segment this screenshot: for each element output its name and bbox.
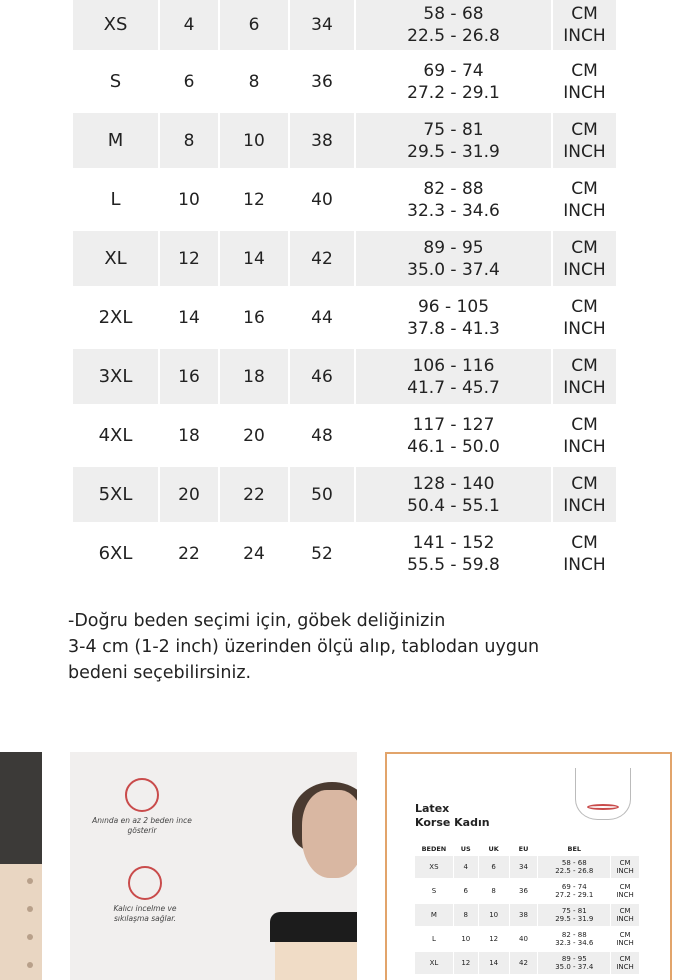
cell-value: XS — [103, 14, 128, 35]
mini-cell-value: 89 - 95 — [561, 955, 587, 963]
table-cell-bel — [356, 408, 551, 463]
mini-cell-value: 82 - 88 — [561, 931, 587, 939]
cell-value: 27.2 - 29.1 — [407, 82, 500, 103]
cell-value: 6 — [248, 15, 260, 35]
table-cell-size — [73, 54, 158, 109]
model-bra — [270, 912, 357, 942]
mini-cell-value: M — [430, 911, 437, 919]
table-cell-size — [73, 526, 158, 581]
table-cell-bel — [356, 349, 551, 404]
table-cell-eu — [290, 408, 354, 463]
mini-cell — [454, 928, 478, 950]
table-cell-unit — [553, 0, 616, 50]
model-corset — [275, 942, 357, 980]
feature-slimming — [92, 778, 192, 836]
size-table — [73, 0, 616, 585]
mini-table-header — [415, 842, 640, 856]
table-cell-unit — [553, 172, 616, 227]
mini-cell-value: 10 — [461, 935, 471, 943]
cell-value: 5XL — [98, 483, 133, 505]
mini-cell-value: INCH — [616, 867, 634, 875]
note-line: -Doğru beden seçimi için, göbek deliğinizin — [68, 611, 446, 631]
table-cell-uk — [220, 172, 288, 227]
cell-value: 106 - 116 — [412, 355, 495, 376]
table-cell-eu — [290, 526, 354, 581]
cell-value: 20 — [178, 484, 200, 505]
cell-value: 37.8 - 41.3 — [407, 318, 500, 339]
cell-value: 34 — [311, 15, 333, 35]
cell-value: 117 - 127 — [412, 414, 495, 435]
mini-cell-value: 36 — [519, 887, 528, 895]
table-cell-bel — [356, 113, 551, 168]
table-cell-uk — [220, 0, 288, 50]
cell-value: 6XL — [98, 542, 133, 564]
cell-value: 16 — [178, 366, 200, 387]
table-cell-eu — [290, 113, 354, 168]
table-cell-eu — [290, 231, 354, 286]
cell-value: 52 — [311, 543, 333, 564]
table-cell-unit — [553, 349, 616, 404]
table-row — [73, 526, 616, 581]
cell-value: 29.5 - 31.9 — [407, 141, 500, 162]
table-cell-unit — [553, 231, 616, 286]
mini-cell-value: 38 — [519, 911, 528, 919]
cell-value: 42 — [311, 248, 333, 269]
cell-value: INCH — [563, 200, 606, 221]
table-cell-us — [160, 349, 218, 404]
mini-cell — [510, 952, 538, 974]
cell-value: 40 — [311, 189, 333, 210]
cell-value: 141 - 152 — [412, 532, 495, 553]
mini-cell — [479, 952, 509, 974]
mini-cell-value: 27.2 - 29.1 — [555, 891, 594, 899]
table-cell-eu — [290, 0, 354, 50]
table-cell-us — [160, 526, 218, 581]
mini-cell-value: CM — [619, 907, 631, 915]
mini-cell-value: CM — [619, 931, 631, 939]
table-row — [73, 54, 616, 109]
mini-cell-value: CM — [619, 955, 631, 963]
table-cell-us — [160, 172, 218, 227]
mini-cell-value: INCH — [616, 915, 634, 923]
header-bel: BEL — [567, 845, 582, 853]
table-row — [73, 349, 616, 404]
model-face — [302, 790, 357, 878]
waist-measure-icon — [587, 804, 619, 810]
feature-text: Anında en az 2 beden ince gösterir — [92, 816, 192, 835]
cell-value: 46.1 - 50.0 — [407, 436, 500, 457]
hook-icon — [27, 934, 33, 940]
mini-cell-value: 42 — [519, 959, 528, 967]
cell-value: 18 — [243, 366, 265, 387]
mini-cell-value: XS — [429, 863, 439, 871]
note-line: bedeni seçebilirsiniz. — [68, 663, 252, 683]
mini-cell-value: INCH — [616, 891, 634, 899]
cell-value: 41.7 - 45.7 — [407, 377, 500, 398]
card-title — [415, 802, 490, 830]
mini-cell — [538, 904, 610, 926]
mini-table-row — [415, 904, 640, 926]
cell-value: 18 — [178, 425, 200, 446]
mini-table-row — [415, 928, 640, 950]
cell-value: 75 - 81 — [423, 119, 484, 140]
cell-value: 96 - 105 — [417, 296, 490, 317]
mini-cell — [454, 904, 478, 926]
product-photo-model — [70, 752, 357, 980]
cell-value: 4XL — [98, 424, 133, 446]
mini-cell-value: 75 - 81 — [561, 907, 587, 915]
cell-value: 16 — [243, 307, 265, 328]
cell-value: CM — [571, 237, 598, 258]
header-eu: EU — [518, 845, 529, 853]
table-row — [73, 290, 616, 345]
mini-cell — [454, 880, 478, 902]
cell-value: 8 — [248, 71, 260, 92]
cell-value: 10 — [243, 130, 265, 151]
table-cell-bel — [356, 54, 551, 109]
mini-cell — [538, 928, 610, 950]
table-cell-bel — [356, 526, 551, 581]
cell-value: 24 — [243, 543, 265, 564]
mini-cell — [611, 880, 639, 902]
mini-cell — [415, 952, 453, 974]
cell-value: INCH — [563, 495, 606, 516]
cell-value: CM — [571, 532, 598, 553]
mini-table-row — [415, 952, 640, 974]
table-cell-eu — [290, 290, 354, 345]
mini-cell-value: 6 — [491, 863, 496, 871]
mini-cell-value: 32.3 - 34.6 — [555, 939, 594, 947]
cell-value: 58 - 68 — [423, 4, 484, 24]
cell-value: 50 — [311, 484, 333, 505]
cell-value: 22 — [243, 484, 265, 505]
table-cell-bel — [356, 290, 551, 345]
cell-value: CM — [571, 296, 598, 317]
cell-value: INCH — [563, 554, 606, 575]
table-cell-us — [160, 290, 218, 345]
table-cell-eu — [290, 54, 354, 109]
hook-icon — [27, 906, 33, 912]
table-cell-us — [160, 231, 218, 286]
mini-cell — [415, 928, 453, 950]
table-cell-unit — [553, 408, 616, 463]
cell-value: 4 — [183, 15, 195, 35]
cell-value: 10 — [178, 189, 200, 210]
mini-cell-value: 12 — [489, 935, 499, 943]
mini-cell — [510, 904, 538, 926]
mini-cell — [510, 880, 538, 902]
mini-cell — [415, 880, 453, 902]
cell-value: INCH — [563, 82, 606, 103]
table-cell-size — [73, 408, 158, 463]
mini-cell-value: 8 — [463, 911, 468, 919]
cell-value: 6 — [183, 71, 195, 92]
table-cell-uk — [220, 231, 288, 286]
mini-cell-value: 4 — [463, 863, 468, 871]
table-cell-size — [73, 172, 158, 227]
mini-cell-value: 8 — [491, 887, 496, 895]
table-cell-us — [160, 0, 218, 50]
cell-value: 46 — [311, 366, 333, 387]
mini-cell — [479, 928, 509, 950]
table-cell-us — [160, 113, 218, 168]
mini-cell-value: 6 — [463, 887, 468, 895]
table-row — [73, 113, 616, 168]
cell-value: 55.5 - 59.8 — [407, 554, 500, 575]
mini-cell-value: INCH — [616, 963, 634, 971]
table-cell-size — [73, 231, 158, 286]
mini-cell — [454, 856, 478, 878]
mini-cell — [510, 856, 538, 878]
mini-cell — [538, 856, 610, 878]
cell-value: 3XL — [98, 365, 133, 387]
cell-value: L — [110, 188, 121, 210]
mini-cell-value: 35.0 - 37.4 — [555, 963, 594, 971]
mini-cell-value: 14 — [489, 959, 499, 967]
cell-value: INCH — [563, 318, 606, 339]
cell-value: 89 - 95 — [423, 237, 484, 258]
mini-cell — [538, 880, 610, 902]
table-row — [73, 231, 616, 286]
mini-cell-value: XL — [429, 959, 439, 967]
cell-value: INCH — [563, 259, 606, 280]
size-chart-card — [385, 752, 672, 980]
mini-cell — [479, 856, 509, 878]
mini-cell — [538, 952, 610, 974]
table-cell-bel — [356, 467, 551, 522]
cell-value: 22.5 - 26.8 — [407, 26, 500, 46]
mini-cell-value: L — [431, 935, 436, 943]
mini-cell-value: 34 — [519, 863, 528, 871]
table-cell-uk — [220, 408, 288, 463]
mini-cell-value: CM — [619, 883, 631, 891]
mini-cell-value: 12 — [461, 959, 471, 967]
mini-size-table — [415, 842, 640, 976]
cell-value: 35.0 - 37.4 — [407, 259, 500, 280]
cell-value: 2XL — [98, 306, 133, 328]
mini-table-row — [415, 856, 640, 878]
mini-cell-value: 22.5 - 26.8 — [555, 867, 594, 875]
cell-value: INCH — [563, 26, 606, 46]
cell-value: 8 — [183, 130, 195, 151]
table-cell-uk — [220, 467, 288, 522]
scale-icon — [128, 866, 162, 900]
corset-image — [0, 864, 42, 980]
mini-table-row — [415, 880, 640, 902]
cell-value: 82 - 88 — [423, 178, 484, 199]
mini-cell — [611, 952, 639, 974]
table-cell-bel — [356, 0, 551, 50]
table-cell-bel — [356, 231, 551, 286]
table-cell-uk — [220, 113, 288, 168]
mini-cell-value: 69 - 74 — [561, 883, 587, 891]
cell-value: CM — [571, 60, 598, 81]
mini-cell — [415, 904, 453, 926]
hook-icon — [27, 878, 33, 884]
mini-cell — [479, 904, 509, 926]
cell-value: CM — [571, 355, 598, 376]
card-title-line: Latex — [415, 802, 450, 815]
cell-value: 128 - 140 — [412, 473, 495, 494]
cell-value: 44 — [311, 307, 333, 328]
table-cell-size — [73, 349, 158, 404]
mini-cell-value: INCH — [616, 939, 634, 947]
cell-value: 48 — [311, 425, 333, 446]
mini-cell — [611, 904, 639, 926]
table-cell-size — [73, 113, 158, 168]
table-cell-uk — [220, 526, 288, 581]
header-size: BEDEN — [421, 845, 447, 853]
cell-value: 69 - 74 — [423, 60, 484, 81]
mini-cell-value: CM — [619, 859, 631, 867]
feature-firming — [100, 866, 190, 924]
table-cell-eu — [290, 349, 354, 404]
header-us: US — [460, 845, 471, 853]
cell-value: 12 — [243, 189, 265, 210]
mini-cell-value: 10 — [489, 911, 499, 919]
cell-value: 14 — [243, 248, 265, 269]
table-cell-uk — [220, 54, 288, 109]
cell-value: 50.4 - 55.1 — [407, 495, 500, 516]
cell-value: CM — [571, 178, 598, 199]
table-cell-us — [160, 467, 218, 522]
waist-slim-icon — [125, 778, 159, 812]
cell-value: S — [109, 70, 122, 92]
hook-icon — [27, 962, 33, 968]
table-row — [73, 408, 616, 463]
table-cell-bel — [356, 172, 551, 227]
cell-value: CM — [571, 414, 598, 435]
cell-value: 36 — [311, 71, 333, 92]
header-uk: UK — [488, 845, 499, 853]
cell-value: CM — [571, 119, 598, 140]
table-cell-size — [73, 467, 158, 522]
cell-value: CM — [571, 473, 598, 494]
table-cell-uk — [220, 349, 288, 404]
table-cell-size — [73, 0, 158, 50]
mini-cell-value: 58 - 68 — [561, 859, 587, 867]
cell-value: 20 — [243, 425, 265, 446]
mini-cell-value: S — [431, 887, 437, 895]
table-cell-us — [160, 54, 218, 109]
table-cell-uk — [220, 290, 288, 345]
cell-value: 12 — [178, 248, 200, 269]
table-cell-unit — [553, 54, 616, 109]
cell-value: 38 — [311, 130, 333, 151]
cell-value: M — [107, 129, 124, 151]
table-cell-unit — [553, 290, 616, 345]
torso-icon — [575, 768, 631, 820]
mini-cell — [415, 856, 453, 878]
mini-cell — [510, 928, 538, 950]
table-cell-eu — [290, 172, 354, 227]
mini-cell — [611, 856, 639, 878]
mini-cell-value: 40 — [519, 935, 528, 943]
card-title-line: Korse Kadın — [415, 816, 490, 829]
table-row — [73, 0, 616, 50]
mini-cell — [611, 928, 639, 950]
cell-value: INCH — [563, 377, 606, 398]
product-photo-left — [0, 752, 42, 980]
mini-cell — [479, 880, 509, 902]
table-cell-size — [73, 290, 158, 345]
cell-value: 14 — [178, 307, 200, 328]
table-row — [73, 467, 616, 522]
table-cell-unit — [553, 113, 616, 168]
cell-value: 32.3 - 34.6 — [407, 200, 500, 221]
size-note — [68, 608, 628, 686]
feature-text: Kalıcı incelme ve sıkılaşma sağlar. — [113, 904, 177, 923]
mini-cell-value: 29.5 - 31.9 — [555, 915, 594, 923]
table-cell-unit — [553, 467, 616, 522]
table-cell-us — [160, 408, 218, 463]
note-line: 3-4 cm (1-2 inch) üzerinden ölçü alıp, tablodan uygun — [68, 637, 540, 657]
cell-value: XL — [104, 247, 127, 269]
table-cell-eu — [290, 467, 354, 522]
cell-value: 22 — [178, 543, 200, 564]
cell-value: INCH — [563, 436, 606, 457]
mini-cell — [454, 952, 478, 974]
table-cell-unit — [553, 526, 616, 581]
table-row — [73, 172, 616, 227]
cell-value: INCH — [563, 141, 606, 162]
cell-value: CM — [571, 4, 598, 24]
